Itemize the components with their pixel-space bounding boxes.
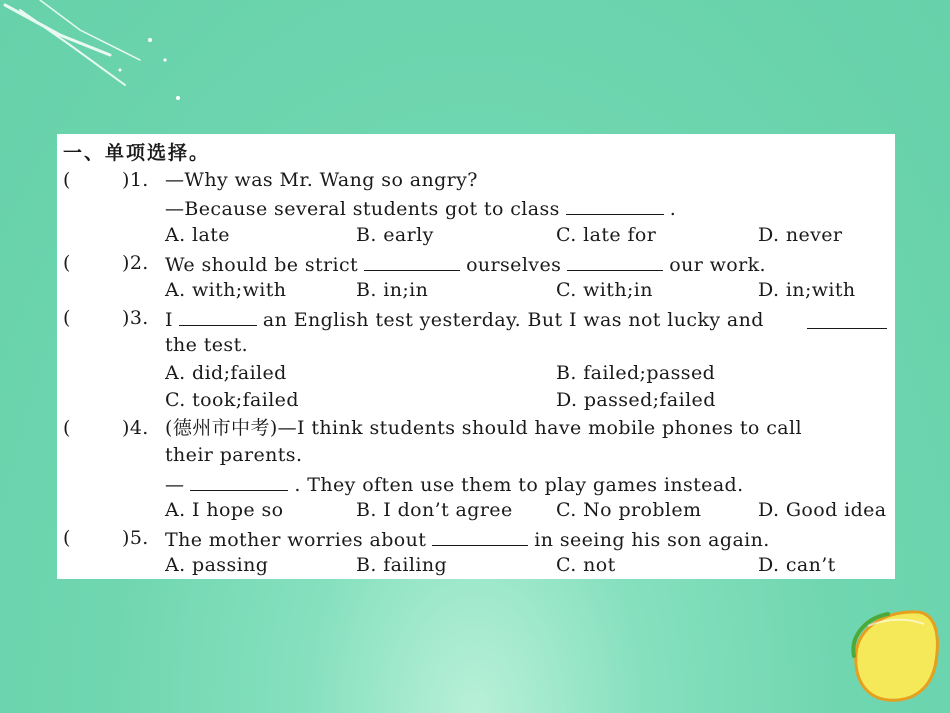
question-text: in seeing his son again. [534, 529, 770, 551]
answer-blank[interactable] [190, 470, 288, 491]
answer-bracket: ( [63, 527, 71, 549]
question-text: . They often use them to play games instead. [294, 474, 744, 496]
question-number: )4. [122, 417, 149, 439]
question-text: —Why was Mr. Wang so angry? [165, 169, 478, 191]
question-2-options [57, 277, 895, 304]
sparkle-decoration [0, 0, 200, 110]
option-c: C. with;in [556, 279, 653, 301]
exercise-card [57, 134, 895, 579]
question-text: the test. [165, 334, 249, 356]
question-text: — [165, 474, 185, 496]
question-text: The mother worries about [165, 529, 427, 551]
answer-blank[interactable] [364, 250, 460, 271]
question-1-options [57, 222, 895, 249]
question-3-line-2 [57, 332, 895, 359]
option-d: D. passed;failed [556, 389, 716, 411]
question-4-line-2 [57, 442, 895, 469]
question-5-options [57, 552, 895, 579]
question-3-options-row-1 [57, 360, 895, 387]
question-1-line-2 [57, 194, 895, 221]
question-text: (德州市中考)—I think students should have mobile phones to call [165, 417, 802, 439]
question-number: )3. [122, 307, 149, 329]
question-text: their parents. [165, 444, 303, 466]
question-text: our work. [669, 254, 766, 276]
question-5 [57, 525, 895, 552]
question-3 [57, 305, 895, 332]
question-number: )1. [122, 169, 149, 191]
option-b: B. I don’t agree [356, 499, 513, 521]
question-4-line-3 [57, 470, 895, 497]
answer-bracket: ( [63, 417, 71, 439]
option-d: D. never [758, 224, 843, 246]
answer-blank[interactable] [807, 308, 887, 329]
option-d: D. in;with [758, 279, 856, 301]
option-b: B. failing [356, 554, 448, 576]
question-text: . [669, 198, 677, 220]
question-text: an English test yesterday. But I was not lucky and [262, 309, 764, 331]
question-text: —Because several students got to class [165, 198, 560, 220]
option-b: B. failed;passed [556, 362, 716, 384]
section-heading-line [57, 140, 895, 167]
option-c: C. not [556, 554, 616, 576]
answer-blank[interactable] [179, 305, 257, 326]
answer-blank[interactable] [566, 194, 664, 215]
answer-bracket: ( [63, 307, 71, 329]
question-4-options [57, 497, 895, 524]
option-c: C. No problem [556, 499, 702, 521]
option-c: C. took;failed [165, 389, 299, 411]
question-3-options-row-2 [57, 387, 895, 414]
question-text: We should be strict [165, 254, 359, 276]
question-number: )5. [122, 527, 149, 549]
answer-blank[interactable] [432, 525, 528, 546]
question-text: I [165, 309, 173, 331]
question-1 [57, 167, 895, 194]
question-number: )2. [122, 252, 149, 274]
option-a: A. passing [165, 554, 269, 576]
option-d: D. can’t [758, 554, 836, 576]
question-text: ourselves [466, 254, 562, 276]
answer-bracket: ( [63, 169, 71, 191]
option-a: A. late [165, 224, 230, 246]
option-b: B. early [356, 224, 434, 246]
option-b: B. in;in [356, 279, 429, 301]
question-2 [57, 250, 895, 277]
option-a: A. I hope so [165, 499, 284, 521]
question-4 [57, 415, 895, 442]
option-a: A. with;with [165, 279, 287, 301]
answer-blank[interactable] [567, 250, 663, 271]
section-heading: 一、单项选择。 [63, 142, 211, 164]
option-a: A. did;failed [165, 362, 287, 384]
option-d: D. Good idea [758, 499, 887, 521]
option-c: C. late for [556, 224, 657, 246]
leaf-decoration [848, 606, 940, 706]
answer-bracket: ( [63, 252, 71, 274]
